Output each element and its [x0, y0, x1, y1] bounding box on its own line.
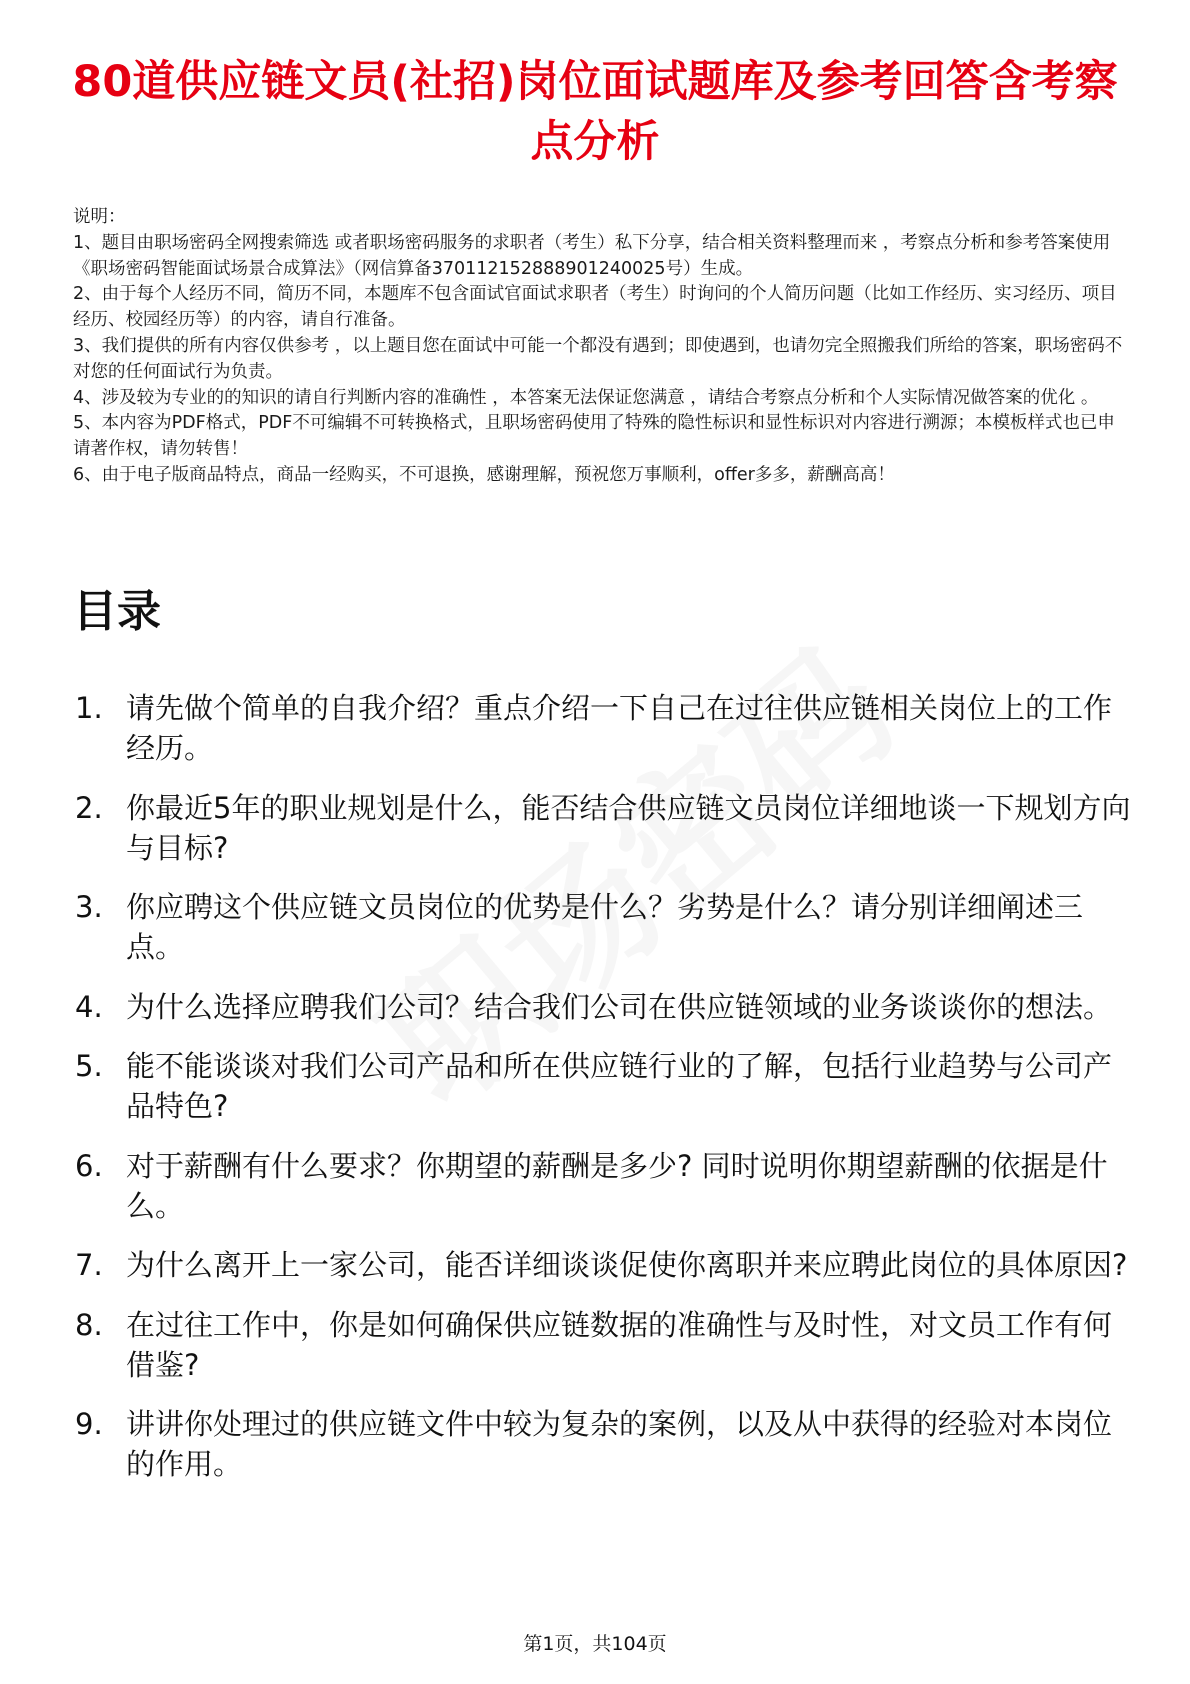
question-number: 8. — [75, 1307, 103, 1342]
question-number: 6. — [75, 1148, 103, 1183]
question-item — [75, 887, 1135, 967]
page-number-footer: 第1页，共104页 — [523, 1633, 667, 1655]
question-list — [75, 688, 1135, 1504]
note-item: 1、题目由职场密码全网搜索筛选 或者职场密码服务的求职者（考生）私下分享，结合相关资料整理而来 ，考察点分析和参考答案使用《职场密码智能面试场景合成算法》（网信算备370112152888901240025号）生成。 — [73, 232, 1111, 279]
question-item — [75, 788, 1135, 868]
question-number: 3. — [75, 890, 103, 924]
question-item — [75, 1146, 1135, 1226]
question-text: 你最近5年的职业规划是什么，能否结合供应链文员岗位详细地谈一下规划方向与目标? — [126, 790, 1131, 865]
toc-heading: 目录 — [73, 586, 161, 637]
question-item — [75, 1404, 1135, 1484]
question-item — [75, 1245, 1135, 1285]
question-text: 讲讲你处理过的供应链文件中较为复杂的案例，以及从中获得的经验对本岗位的作用。 — [126, 1407, 1113, 1481]
note-item: 4、涉及较为专业的的知识的请自行判断内容的准确性 ，本答案无法保证您满意 ，请结合考察点分析和个人实际情况做答案的优化 。 — [73, 387, 1099, 408]
question-item — [75, 987, 1135, 1027]
question-number: 2. — [75, 790, 103, 825]
note-item: 6、由于电子版商品特点，商品一经购买，不可退换，感谢理解，预祝您万事顺利，offer多多，薪酬高高！ — [73, 464, 895, 485]
question-number: 5. — [75, 1049, 103, 1083]
question-number: 9. — [75, 1407, 103, 1441]
question-text: 对于薪酬有什么要求？你期望的薪酬是多少? 同时说明你期望薪酬的依据是什么。 — [126, 1148, 1108, 1223]
question-number: 4. — [75, 989, 103, 1024]
question-number: 1. — [75, 691, 103, 725]
disclaimer-notes — [73, 205, 1123, 489]
question-item — [75, 1046, 1135, 1126]
question-text: 为什么选择应聘我们公司？结合我们公司在供应链领域的业务谈谈你的想法。 — [126, 989, 1113, 1024]
document-title: 80道供应链文员(社招)岗位面试题库及参考回答含考察点分析 — [72, 57, 1118, 167]
question-item — [75, 688, 1135, 768]
question-text: 在过往工作中，你是如何确保供应链数据的准确性与及时性，对文员工作有何借鉴? — [126, 1307, 1113, 1382]
question-text: 能不能谈谈对我们公司产品和所在供应链行业的了解，包括行业趋势与公司产品特色? — [126, 1049, 1113, 1123]
note-item: 2、由于每个人经历不同，简历不同，本题库不包含面试官面试求职者（考生）时询问的个人简历问题（比如工作经历、实习经历、项目经历、校园经历等）的内容，请自行准备。 — [73, 284, 1117, 331]
note-item: 3、我们提供的所有内容仅供参考 ，以上题目您在面试中可能一个都没有遇到；即使遇到，也请勿完全照搬我们所给的答案，职场密码不对您的任何面试行为负责。 — [73, 335, 1123, 382]
question-text: 你应聘这个供应链文员岗位的优势是什么？劣势是什么？请分别详细阐述三点。 — [126, 890, 1084, 964]
notes-heading: 说明： — [73, 207, 126, 227]
question-text: 请先做个简单的自我介绍？重点介绍一下自己在过往供应链相关岗位上的工作经历。 — [126, 691, 1113, 765]
question-text: 为什么离开上一家公司，能否详细谈谈促使你离职并来应聘此岗位的具体原因? — [126, 1248, 1128, 1282]
note-item: 5、本内容为PDF格式，PDF不可编辑不可转换格式，且职场密码使用了特殊的隐性标识和显性标识对内容进行溯源；本模板样式也已申请著作权，请勿转售！ — [73, 413, 1115, 460]
question-item — [75, 1305, 1135, 1385]
question-number: 7. — [75, 1248, 103, 1282]
